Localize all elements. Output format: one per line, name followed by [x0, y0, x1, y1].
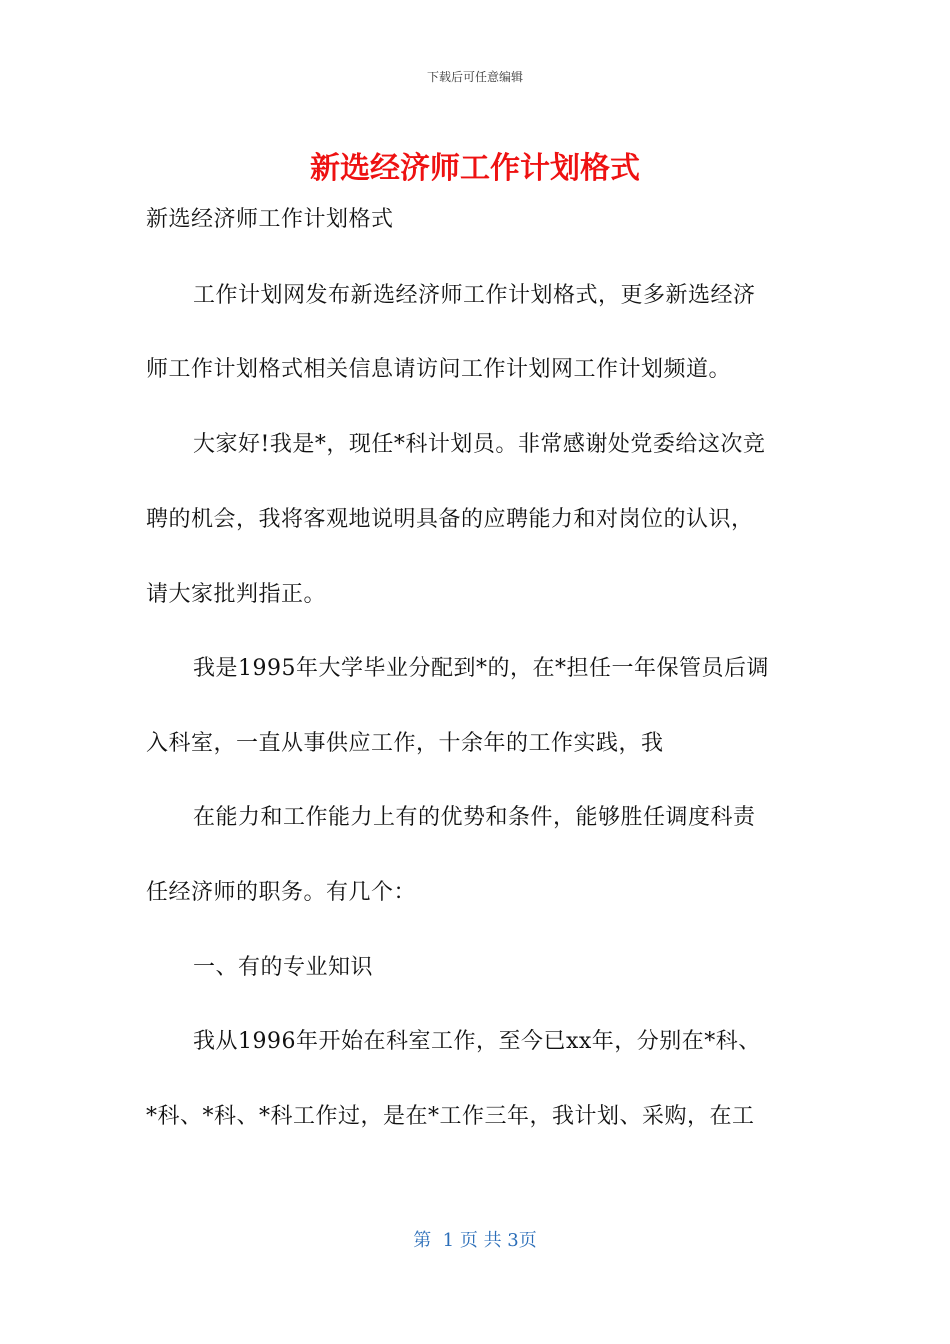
paragraph-line: 我是1995年大学毕业分配到*的，在*担任一年保管员后调 — [193, 656, 769, 681]
page-number-footer: 第 1 页 共 3页 — [413, 1230, 537, 1251]
paragraph-line: 在能力和工作能力上有的优势和条件，能够胜任调度科责 — [193, 805, 756, 830]
paragraph-line: 我从1996年开始在科室工作，至今已xx年，分别在*科、 — [193, 1029, 761, 1054]
paragraph-line: 任经济师的职务。有几个： — [146, 880, 417, 905]
section-heading: 一、有的专业知识 — [193, 955, 374, 980]
paragraph-line: 入科室，一直从事供应工作，十余年的工作实践，我 — [146, 731, 664, 756]
header-note: 下载后可任意编辑 — [426, 70, 523, 84]
paragraph-line: 师工作计划格式相关信息请访问工作计划网工作计划频道。 — [146, 357, 732, 382]
paragraph-line: 请大家批判指正。 — [146, 582, 327, 607]
paragraph-line: 大家好!我是*，现任*科计划员。非常感谢处党委给这次竞 — [193, 432, 766, 457]
subtitle-line: 新选经济师工作计划格式 — [146, 207, 394, 232]
paragraph-line: 工作计划网发布新选经济师工作计划格式，更多新选经济 — [193, 283, 756, 308]
paragraph-line: *科、*科、*科工作过，是在*工作三年，我计划、采购，在工 — [146, 1104, 755, 1129]
paragraph-line: 聘的机会，我将客观地说明具备的应聘能力和对岗位的认识， — [146, 507, 754, 532]
document-title: 新选经济师工作计划格式 — [310, 151, 640, 186]
